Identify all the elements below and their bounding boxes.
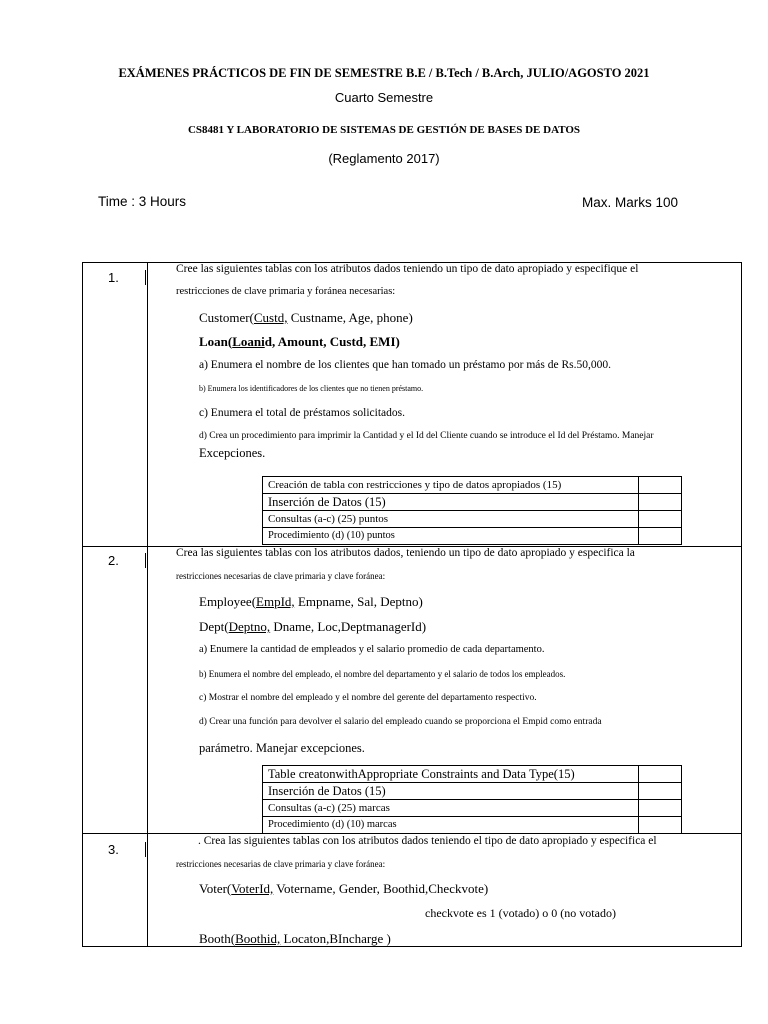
q3-checkvote-note: checkvote es 1 (votado) o 0 (no votado) xyxy=(425,906,616,920)
marks-row xyxy=(263,511,682,528)
marks-cell xyxy=(639,528,682,545)
q3-table-voter: Voter(VoterId, Votername, Gender, Boothid,Checkvote) xyxy=(199,881,489,896)
marks-cell xyxy=(639,800,682,817)
time-label: Time : 3 Hours xyxy=(98,194,187,209)
marks-row xyxy=(263,783,682,800)
regulation-label: (Reglamento 2017) xyxy=(328,151,440,166)
q1-intro-line1: Cree las siguientes tablas con los atributos dados teniendo un tipo de dato apropiado y especifique el xyxy=(176,263,639,275)
course-title: CS8481 Y LABORATORIO DE SISTEMAS DE GESTIÓN DE BASES DE DATOS xyxy=(187,124,581,136)
q2-item-d-line1: d) Crear una función para devolver el salario del empleado cuando se proporciona el Empid como entrada xyxy=(199,717,602,727)
marks-row xyxy=(263,817,682,834)
semester-label: Cuarto Semestre xyxy=(334,90,434,105)
marks-cell xyxy=(639,783,682,800)
q2-item-a: a) Enumere la cantidad de empleados y el salario promedio de cada departamento. xyxy=(199,644,545,655)
q2-item-c: c) Mostrar el nombre del empleado y el nombre del gerente del departamento respectivo. xyxy=(199,693,537,703)
q2-item-d-line2: parámetro. Manejar excepciones. xyxy=(199,741,365,755)
q2-intro-line1: Crea las siguientes tablas con los atributos dados, teniendo un tipo de dato apropiado y especifica la xyxy=(176,547,635,559)
marks-cell xyxy=(639,817,682,834)
question-number-2: 2. xyxy=(108,553,119,568)
q3-intro-line2: restricciones necesarias de clave primaria y clave foránea: xyxy=(176,859,386,869)
marks-row xyxy=(263,800,682,817)
q1-item-d-line2: Excepciones. xyxy=(199,446,266,460)
q1-marks-table xyxy=(262,476,682,545)
marks-criterion: Inserción de Datos (15) xyxy=(263,494,639,511)
max-marks-label: Max. Marks 100 xyxy=(582,195,679,210)
marks-row xyxy=(263,494,682,511)
marks-row xyxy=(263,528,682,545)
q1-item-a: a) Enumera el nombre de los clientes que han tomado un préstamo por más de Rs.50,000. xyxy=(199,359,611,371)
q2-item-b: b) Enumera el nombre del empleado, el nombre del departamento y el salario de todos los empleados. xyxy=(199,669,566,679)
marks-cell xyxy=(639,494,682,511)
marks-criterion: Table creatonwithAppropriate Constraints and Data Type(15) xyxy=(263,766,639,783)
marks-criterion: Consultas (a-c) (25) puntos xyxy=(263,511,639,528)
question-number-3: 3. xyxy=(108,842,119,857)
q3-table-booth: Booth(Boothid, Locaton,BIncharge ) xyxy=(199,931,391,946)
q1-item-d-line1: d) Crea un procedimiento para imprimir la Cantidad y el Id del Cliente cuando se introduce el Id del Préstamo. Manejar xyxy=(199,431,654,441)
marks-row xyxy=(263,766,682,783)
q1-table-customer: Customer(Custd, Custname, Age, phone) xyxy=(199,310,413,325)
marks-criterion: Consultas (a-c) (25) marcas xyxy=(263,800,639,817)
exam-title: EXÁMENES PRÁCTICOS DE FIN DE SEMESTRE B.E / B.Tech / B.Arch, JULIO/AGOSTO 2021 xyxy=(118,66,650,80)
marks-cell xyxy=(639,477,682,494)
marks-cell xyxy=(639,766,682,783)
marks-criterion: Procedimiento (d) (10) puntos xyxy=(263,528,639,545)
q3-intro-line1: . Crea las siguientes tablas con los atributos dados teniendo el tipo de dato apropiado y especifica el xyxy=(198,835,657,847)
q2-table-employee: Employee(EmpId, Empname, Sal, Deptno) xyxy=(199,594,423,609)
q2-intro-line2: restricciones necesarias de clave primaria y clave foránea: xyxy=(176,571,386,581)
q1-table-loan: Loan(Loanid, Amount, Custd, EMI) xyxy=(199,334,400,349)
marks-criterion: Inserción de Datos (15) xyxy=(263,783,639,800)
q1-item-c: c) Enumera el total de préstamos solicitados. xyxy=(199,407,405,419)
marks-criterion: Creación de tabla con restricciones y tipo de datos apropiados (15) xyxy=(263,477,639,494)
marks-row xyxy=(263,477,682,494)
q1-intro-line2: restricciones de clave primaria y foránea necesarias: xyxy=(176,286,396,297)
q1-item-b: b) Enumera los identificadores de los clientes que no tienen préstamo. xyxy=(199,384,424,393)
q2-table-dept: Dept(Deptno, Dname, Loc,DeptmanagerId) xyxy=(199,619,427,634)
q2-marks-table xyxy=(262,765,682,834)
question-number-1: 1. xyxy=(108,270,119,285)
marks-criterion: Procedimiento (d) (10) marcas xyxy=(263,817,639,834)
marks-cell xyxy=(639,511,682,528)
